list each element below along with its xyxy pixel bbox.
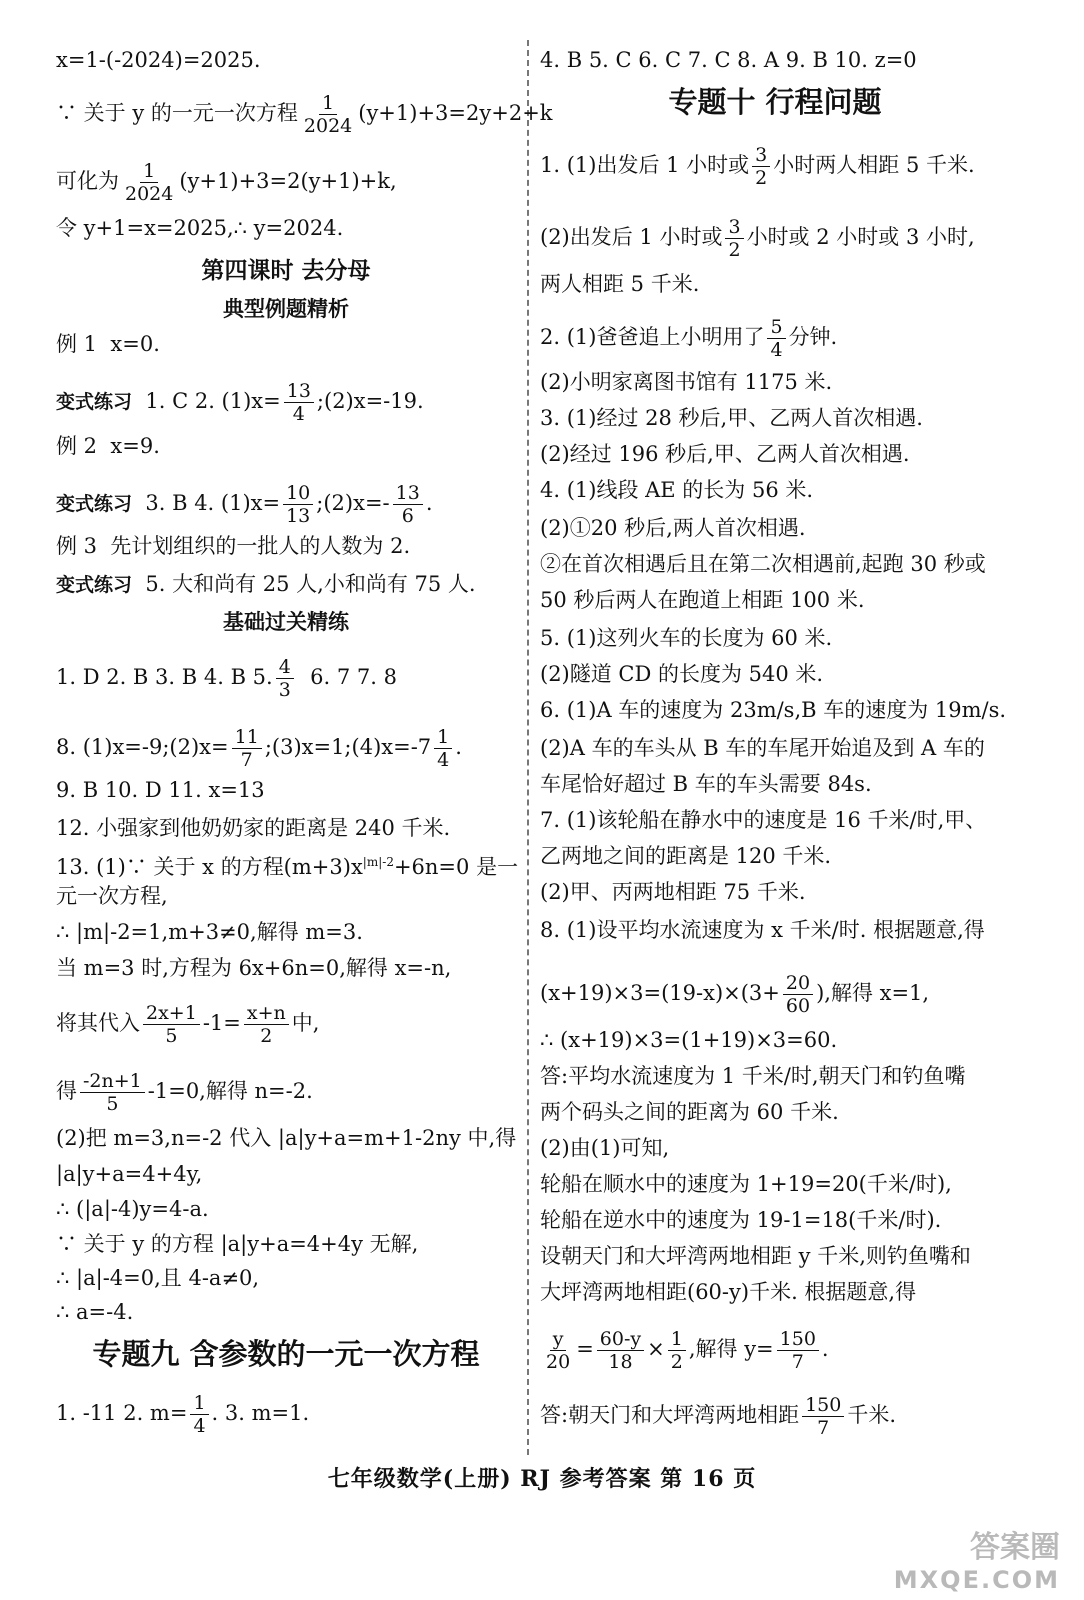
practice-line: 变式练习 1. C 2. (1)x= $\frac{13}{4}$ ;(2)x=-19. [56,380,424,425]
practice-line: 变式练习 3. B 4. (1)x= $\frac{10}{13}$ ;(2)x=- $\frac{13}{6}$ . [56,482,433,527]
answer-line: $\frac{y}{20}$ = $\frac{60-y}{18}$ × $\frac{1}{2}$ ,解得 y= $\frac{150}{7}$ . [540,1328,829,1373]
answer-line: x=1-(-2024)=2025. [56,48,261,72]
fraction: $\frac{4}{3}$ [276,656,294,701]
answer-line: 大坪湾两地相距(60-y)千米. 根据题意,得 [540,1280,917,1304]
answer-line: 8. (1)x=-9;(2)x= $\frac{11}{7}$ ;(3)x=1;(4)x=-7 $\frac{1}{4}$ . [56,726,462,771]
fraction: $\frac{60-y}{18}$ [597,1328,644,1373]
answer-line: (2)甲、丙两地相距 75 千米. [540,880,806,904]
answer-line: (2)隧道 CD 的长度为 540 米. [540,662,824,686]
practice-line: 变式练习 5. 大和尚有 25 人,小和尚有 75 人. [56,572,476,596]
answer-line: 将其代入 $\frac{2x+1}{5}$ -1= $\frac{x+n}{2}$ 中, [56,1002,320,1047]
column-divider [527,40,529,1455]
example-line: 例 2 x=9. [56,434,160,458]
answer-line: 4. B 5. C 6. C 7. C 8. A 9. B 10. z=0 [540,48,917,72]
fraction: $\frac{2x+1}{5}$ [143,1002,200,1047]
answer-line: (2)把 m=3,n=-2 代入 |a|y+a=m+1-2ny 中,得 [56,1126,517,1150]
fraction: $\frac{1}{2024}$ [303,92,353,137]
topic-heading: 专题十 行程问题 [668,85,882,119]
answer-line: 乙两地之间的距离是 120 千米. [540,844,832,868]
fraction: $\frac{11}{7}$ [232,726,262,771]
answer-line: 得 $\frac{-2n+1}{5}$ -1=0,解得 n=-2. [56,1070,313,1115]
answer-line: 5. (1)这列火车的长度为 60 米. [540,626,833,650]
answer-line: 轮船在顺水中的速度为 1+19=20(千米/时), [540,1172,952,1196]
answer-line: 可化为 $\frac{1}{2024}$ (y+1)+3=2(y+1)+k, [56,160,397,205]
answer-line: 答:朝天门和大坪湾两地相距 $\frac{150}{7}$ 千米. [540,1394,897,1439]
answer-line: (2)A 车的车头从 B 车的车尾开始追及到 A 车的 [540,736,985,760]
answer-line: (2)由(1)可知, [540,1136,670,1160]
fraction: $\frac{3}{2}$ [752,144,770,189]
fraction: $\frac{5}{4}$ [767,316,785,361]
fraction: $\frac{13}{4}$ [284,380,314,425]
section-subheading: 典型例题精析 [223,296,349,321]
answer-line: (2)①20 秒后,两人首次相遇. [540,516,806,540]
fraction: $\frac{1}{2}$ [668,1328,686,1373]
answer-line: 两个码头之间的距离为 60 千米. [540,1100,839,1124]
fraction: $\frac{150}{7}$ [777,1328,819,1373]
answer-line: ∴ a=-4. [56,1300,134,1324]
watermark-logo: 答案圈 MXQE.COM [893,1530,1060,1594]
answer-line: ∴ (|a|-4)y=4-a. [56,1197,209,1221]
answer-line: 设朝天门和大坪湾两地相距 y 千米,则钓鱼嘴和 [540,1244,971,1268]
fraction: $\frac{20}{60}$ [783,972,813,1017]
answer-line: ②在首次相遇后且在第二次相遇前,起跑 30 秒或 [540,552,986,576]
answer-line: (2)小明家离图书馆有 1175 米. [540,370,833,394]
answer-line: 1. D 2. B 3. B 4. B 5. $\frac{4}{3}$ 6. 7 7. 8 [56,656,397,701]
section-heading: 第四课时 去分母 [201,257,371,284]
fraction: $\frac{3}{2}$ [725,216,743,261]
topic-heading: 专题九 含参数的一元一次方程 [92,1337,480,1371]
answer-line: ∵ 关于 y 的一元一次方程 $\frac{1}{2024}$ (y+1)+3=2y+2+k [56,92,553,137]
fraction: $\frac{-2n+1}{5}$ [80,1070,145,1115]
example-line: 例 3 先计划组织的一批人的人数为 2. [56,534,411,558]
page-footer: 七年级数学(上册) RJ 参考答案 第 16 页 [327,1466,757,1492]
fraction: $\frac{13}{6}$ [393,482,423,527]
answer-line: 1. -11 2. m= $\frac{1}{4}$ . 3. m=1. [56,1392,310,1437]
answer-line: 轮船在逆水中的速度为 19-1=18(千米/时). [540,1208,942,1232]
answer-line: (x+19)×3=(19-x)×(3+ $\frac{20}{60}$ ),解得 x=1, [540,972,930,1017]
answer-line: 6. (1)A 车的速度为 23m/s,B 车的速度为 19m/s. [540,698,1007,722]
fraction: $\frac{1}{4}$ [434,726,452,771]
answer-line: 答:平均水流速度为 1 千米/时,朝天门和钓鱼嘴 [540,1064,966,1088]
answer-line: 50 秒后两人在跑道上相距 100 米. [540,588,865,612]
answer-line: (2)经过 196 秒后,甲、乙两人首次相遇. [540,442,910,466]
answer-line: ∵ 关于 y 的方程 |a|y+a=4+4y 无解, [56,1232,419,1256]
fraction: $\frac{1}{2024}$ [125,160,174,205]
answer-line: 4. (1)线段 AE 的长为 56 米. [540,478,814,502]
answer-line: ∴ |m|-2=1,m+3≠0,解得 m=3. [56,920,363,944]
fraction: $\frac{y}{20}$ [546,1328,571,1373]
fraction: $\frac{1}{4}$ [190,1392,208,1437]
answer-line: (2)出发后 1 小时或 $\frac{3}{2}$ 小时或 2 小时或 3 小时, [540,216,975,261]
answer-line: 12. 小强家到他奶奶家的距离是 240 千米. [56,816,451,840]
answer-line: 13. (1)∵ 关于 x 的方程$(m+3)x^{|m|-2}+6n=0$ 是一 [56,855,519,879]
answer-line: 9. B 10. D 11. x=13 [56,778,265,802]
fraction: $\frac{x+n}{2}$ [244,1002,289,1047]
answer-line: 当 m=3 时,方程为 6x+6n=0,解得 x=-n, [56,956,452,980]
answer-line: 7. (1)该轮船在静水中的速度是 16 千米/时,甲、 [540,808,987,832]
answer-line: ∴ |a|-4=0,且 4-a≠0, [56,1266,260,1290]
answer-line: 3. (1)经过 28 秒后,甲、乙两人首次相遇. [540,406,923,430]
answer-line: 元一次方程, [56,884,168,908]
answer-line: 两人相距 5 千米. [540,272,700,296]
fraction: $\frac{150}{7}$ [802,1394,844,1439]
answer-line: 令 y+1=x=2025,∴ y=2024. [56,216,344,240]
answer-line: 1. (1)出发后 1 小时或 $\frac{3}{2}$ 小时两人相距 5 千米. [540,144,975,189]
section-subheading: 基础过关精练 [223,609,349,634]
answer-line: 2. (1)爸爸追上小明用了 $\frac{5}{4}$ 分钟. [540,316,838,361]
answer-line: ∴ (x+19)×3=(1+19)×3=60. [540,1028,838,1052]
answer-line: 车尾恰好超过 B 车的车头需要 84s. [540,772,872,796]
answer-line: 8. (1)设平均水流速度为 x 千米/时. 根据题意,得 [540,918,985,942]
example-line: 例 1 x=0. [56,332,160,356]
answer-line: |a|y+a=4+4y, [56,1162,203,1186]
fraction: $\frac{10}{13}$ [283,482,313,527]
